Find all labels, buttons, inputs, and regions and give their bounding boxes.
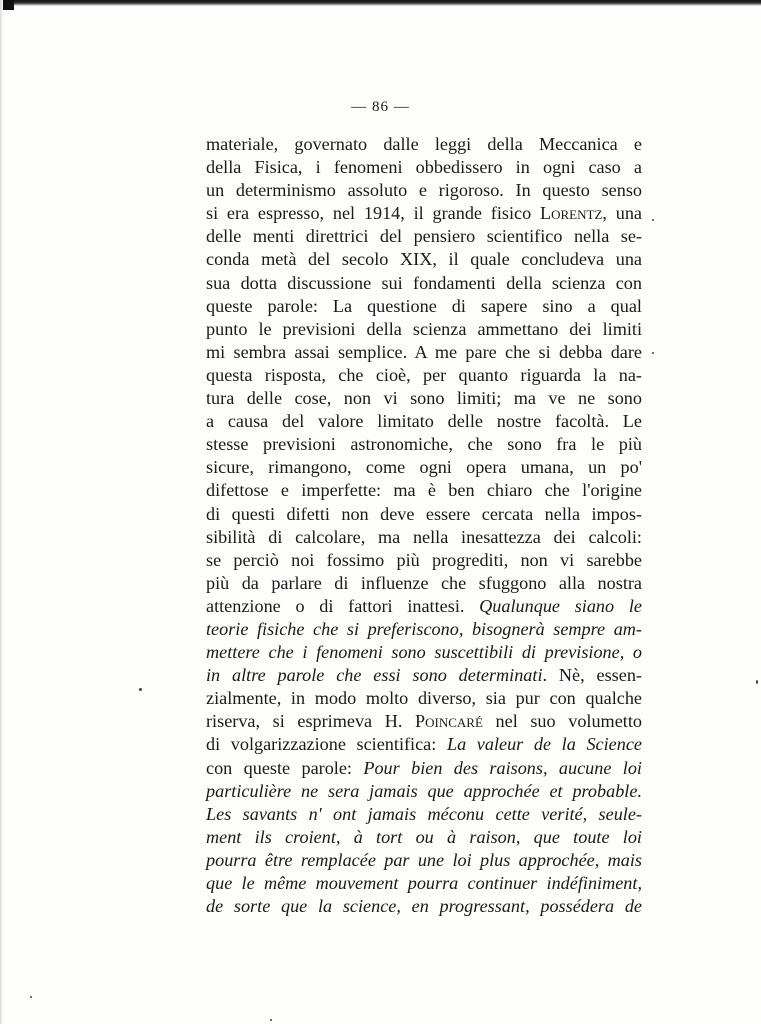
text-line — [206, 387, 642, 410]
text-line — [206, 202, 642, 225]
text-line — [206, 503, 642, 526]
text-line — [206, 757, 642, 780]
text-line — [206, 479, 642, 502]
text-run: questa risposta, che cioè, per quanto riguarda la na- — [206, 364, 642, 385]
text-line — [206, 295, 642, 318]
text-run: di questi difetti non deve essere cercata nella impos- — [206, 503, 642, 524]
text-run: se perciò noi fossimo più progrediti, non vi sarebbe — [206, 549, 642, 570]
scan-speck — [652, 352, 654, 354]
text-line — [206, 248, 642, 271]
text-run: conda metà del secolo XIX, il quale concludeva una — [206, 249, 642, 270]
italic-run: Qualunque siano le — [479, 595, 642, 616]
text-line — [206, 526, 642, 549]
text-run: delle menti direttrici del pensiero scientifico nella se- — [206, 226, 642, 247]
text-run: sua dotta discussione sui fondamenti della scienza con — [206, 272, 642, 293]
text-run: di volgarizzazione scientifica: — [206, 734, 447, 755]
text-line — [206, 133, 642, 156]
scan-speck — [139, 688, 142, 691]
italic-run: de sorte que la science, en progressant, possédera de — [206, 896, 642, 917]
text-line — [206, 733, 642, 756]
italic-run: que le même mouvement pourra continuer indéfiniment, — [206, 873, 642, 893]
text-line — [206, 364, 642, 387]
text-line — [206, 156, 642, 179]
text-line — [206, 433, 642, 456]
text-line — [206, 318, 642, 341]
text-line — [206, 225, 642, 248]
text-run: mi sembra assai semplice. A me pare che si debba dare — [206, 341, 642, 362]
small-caps-name: Poincaré — [415, 711, 483, 732]
italic-run: Pour bien des raisons, aucune loi — [363, 757, 642, 778]
text-line — [206, 664, 642, 687]
text-run: sibilità di calcolare, ma nella inesattezza dei calcoli: — [206, 526, 642, 547]
italic-run: teorie fisiche che si preferiscono, bisognerà sempre am- — [206, 618, 642, 639]
italic-run: Les savants n' ont jamais méconu cette verité, seule- — [206, 803, 642, 824]
text-run: un determinismo assoluto e rigoroso. In questo senso — [206, 180, 642, 201]
text-run: sicure, rimangono, come ogni opera umana, un po' — [206, 457, 642, 478]
text-run: punto le previsioni della scienza ammettano dei limiti — [206, 318, 642, 339]
page-number: — 86 — — [351, 99, 410, 115]
text-line — [206, 849, 642, 872]
text-line — [206, 710, 642, 733]
scan-speck — [756, 680, 758, 684]
text-line — [206, 549, 642, 572]
text-run: queste parole: La questione di sapere sino a qual — [206, 295, 642, 316]
scan-speck — [270, 1019, 272, 1021]
text-line — [206, 341, 642, 364]
italic-run: pourra être remplacée par une loi plus approchée, mais — [206, 849, 642, 870]
text-line — [206, 456, 642, 479]
text-line — [206, 618, 642, 641]
text-line — [206, 780, 642, 803]
body-text — [206, 133, 642, 918]
text-run: a causa del valore limitato delle nostre facoltà. Le — [206, 411, 642, 432]
text-run: . Nè, essen- — [542, 665, 642, 686]
italic-run: ment ils croient, à tort ou à raison, que toute loi — [206, 826, 642, 847]
text-run: difettose e imperfette: ma è ben chiaro che l'origine — [206, 480, 642, 501]
scan-left-edge — [0, 0, 3, 1024]
italic-run: mettere che i fenomeni sono suscettibili di previsione, o — [206, 642, 642, 663]
text-run: , una — [602, 203, 642, 224]
text-line — [206, 272, 642, 295]
text-run: attenzione o di fattori inattesi. — [206, 595, 480, 616]
text-run: materiale, governato dalle leggi della Meccanica e — [206, 134, 642, 154]
text-line — [206, 179, 642, 202]
text-run: riserva, si esprimeva H. — [206, 711, 416, 732]
italic-run: La valeur de la Science — [446, 734, 642, 755]
text-line — [206, 641, 642, 664]
text-run: tura delle cose, non vi sono limiti; ma ve ne sono — [206, 388, 642, 409]
italic-run: in altre parole che essi sono determinati — [206, 665, 543, 686]
text-run: più da parlare di influenze che sfuggono alla nostra — [206, 572, 642, 593]
text-run: stesse previsioni astronomiche, che sono fra le più — [206, 434, 642, 455]
text-run: della Fisica, i fenomeni obbedissero in ogni caso a — [206, 157, 642, 178]
small-caps-name: Lorentz — [540, 203, 603, 224]
scan-top-edge — [0, 0, 761, 6]
text-line — [206, 872, 642, 895]
scan-speck — [652, 219, 654, 221]
text-line — [206, 572, 642, 595]
text-line — [206, 826, 642, 849]
text-line — [206, 803, 642, 826]
text-line — [206, 895, 642, 918]
text-run: con queste parole: — [206, 757, 364, 778]
scan-speck — [30, 996, 32, 998]
text-line — [206, 687, 642, 710]
text-run: zialmente, in modo molto diverso, sia pur con qualche — [206, 688, 642, 709]
italic-run: particulière ne sera jamais que approchée et probable. — [206, 780, 642, 801]
text-run: si era espresso, nel 1914, il grande fisico — [206, 203, 540, 224]
text-run: nel suo volumetto — [482, 711, 642, 732]
text-line — [206, 410, 642, 433]
text-line — [206, 595, 642, 618]
